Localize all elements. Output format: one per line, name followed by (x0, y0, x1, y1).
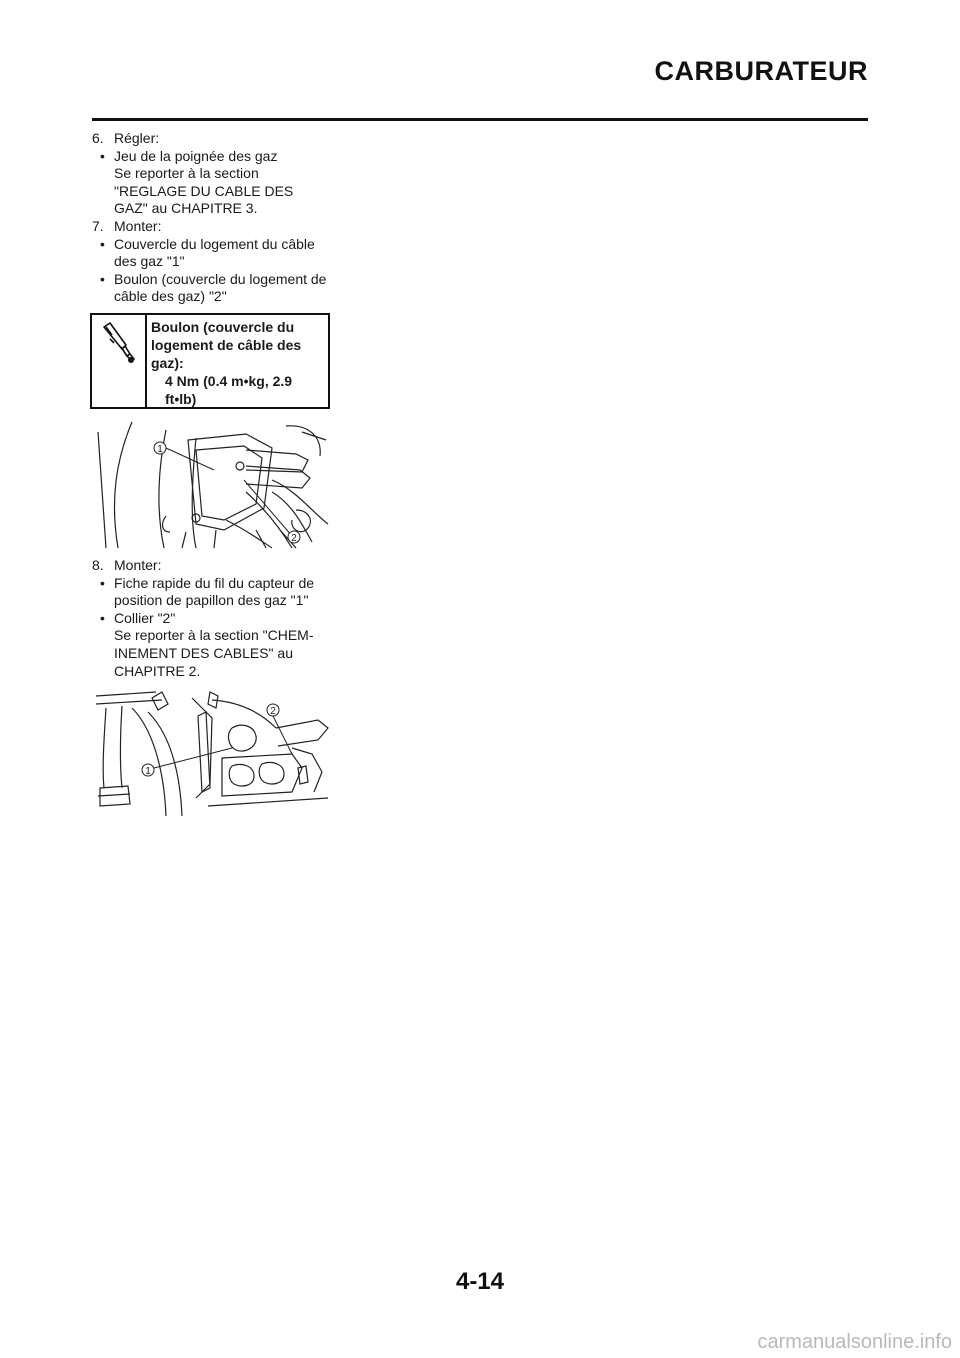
step-number: 7. (92, 217, 104, 234)
spec-title: Boulon (couvercle du (151, 318, 295, 335)
callout-2: 2 (291, 533, 297, 544)
bullet-text: Fiche rapide du fil du capteur de position de papillon des gaz "1" (114, 574, 315, 609)
sub-text: "REGLAGE DU CABLE DES (114, 182, 294, 199)
instructions-column-top (92, 130, 332, 409)
step-8 (92, 557, 332, 575)
instructions-column-bottom (92, 557, 332, 680)
callout-2: 2 (270, 706, 276, 717)
step-6 (92, 130, 332, 148)
sub-text: INEMENT DES CABLES" au (114, 644, 293, 661)
sub-text: Se reporter à la section "CHEM- (114, 627, 314, 644)
torque-spec-box (90, 313, 330, 409)
bullet-item (92, 236, 332, 271)
bullet-item (92, 271, 332, 306)
torque-wrench-icon (92, 315, 147, 407)
step-label: Monter: (114, 217, 162, 234)
bullet-text: Jeu de la poignée des gaz (114, 147, 278, 164)
spec-value: ft•lb) (165, 390, 197, 407)
step-7 (92, 218, 332, 236)
sub-text: CHAPITRE 2. (114, 662, 201, 679)
bullet-dot-icon: • (100, 270, 105, 287)
spec-title: gaz): (151, 354, 184, 371)
step-label: Monter: (114, 557, 162, 573)
bullet-item (92, 575, 332, 610)
bullet-dot-icon: • (100, 609, 105, 626)
throttle-sensor-coupler-figure (92, 688, 332, 818)
throttle-cable-housing-figure (96, 420, 330, 550)
bullet-text: Couvercle du logement du câble des gaz "1" (114, 235, 315, 270)
page-title: CARBURATEUR (654, 56, 868, 86)
callout-1: 1 (145, 766, 151, 777)
step-number: 6. (92, 130, 104, 146)
step-number: 8. (92, 557, 104, 573)
bullet-item (92, 610, 332, 680)
spec-value: 4 Nm (0.4 m•kg, 2.9 (165, 372, 293, 389)
callout-1: 1 (157, 444, 163, 455)
spec-title: logement de câble des (151, 336, 302, 353)
sub-text: Se reporter à la section (114, 165, 259, 182)
page-number: 4-14 (455, 1268, 505, 1295)
sub-text: GAZ" au CHAPITRE 3. (114, 200, 258, 217)
bullet-text: Collier "2" (114, 609, 176, 626)
watermark: carmanualsonline.info (757, 1331, 952, 1353)
step-label: Régler: (114, 130, 160, 146)
bullet-dot-icon: • (100, 147, 105, 164)
bullet-dot-icon: • (100, 574, 105, 591)
bullet-text: Boulon (couvercle du logement de câble des gaz) "2" (114, 270, 327, 305)
title-rule (92, 118, 868, 121)
bullet-dot-icon: • (100, 235, 105, 252)
bullet-item (92, 148, 332, 218)
